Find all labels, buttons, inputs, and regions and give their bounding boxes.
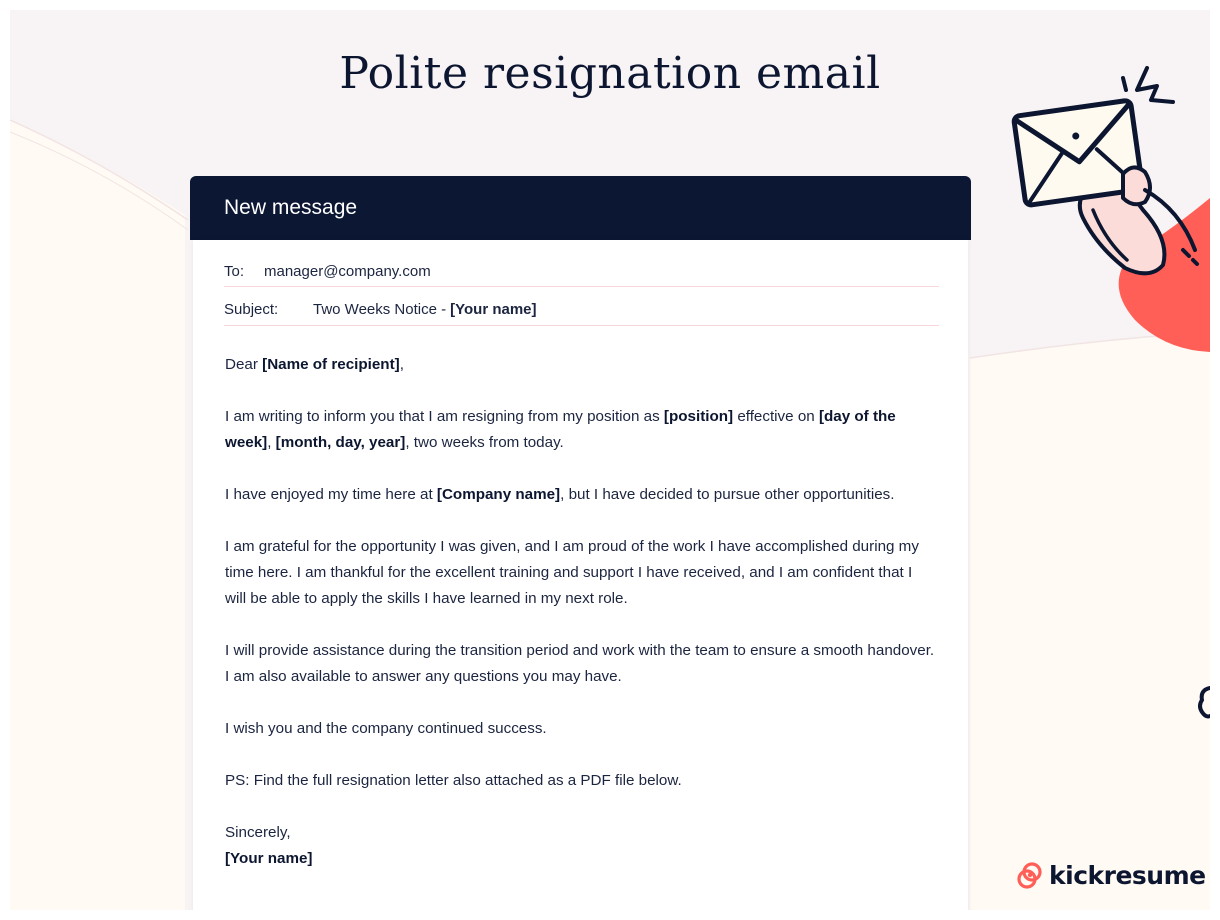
to-label: To:: [224, 262, 245, 280]
closing: Sincerely,: [225, 824, 291, 841]
hand-holding-envelope-icon: [1005, 50, 1210, 370]
kickresume-logo[interactable]: [1016, 858, 1206, 892]
p2-text-a: I have enjoyed my time here at: [225, 486, 437, 503]
paragraph-wish: I wish you and the company continued success.: [225, 720, 547, 737]
date-placeholder: [month, day, year]: [275, 434, 406, 451]
paragraph-resignation: [225, 404, 935, 456]
kickresume-logo-icon: [1016, 860, 1044, 890]
compose-body: [193, 240, 968, 910]
logo-text: kickresume: [1049, 860, 1206, 890]
day-placeholder: [day of the week]: [225, 408, 896, 451]
position-placeholder: [position]: [663, 408, 734, 425]
page-title: Polite resignation email: [339, 48, 881, 99]
greeting-prefix: Dear: [225, 356, 263, 373]
to-field[interactable]: [224, 256, 939, 287]
to-value[interactable]: manager@company.com: [264, 262, 431, 280]
p2-text-b: , but I have decided to pursue other opportunities.: [560, 486, 895, 503]
subject-field[interactable]: [224, 293, 939, 326]
greeting: [225, 352, 935, 378]
subject-value[interactable]: Two Weeks Notice -: [313, 300, 447, 318]
subject-label: Subject:: [224, 300, 279, 318]
signature-placeholder: [Your name]: [225, 850, 313, 867]
paragraph-transition: I will provide assistance during the transition period and work with the team to ensure a smooth handover. I am also available to answer any questions you may have.: [225, 642, 935, 685]
p1-text-c: ,: [267, 434, 276, 451]
message-body[interactable]: [225, 352, 935, 872]
partial-figure-icon: [1196, 682, 1210, 722]
greeting-suffix: ,: [399, 356, 404, 373]
email-compose-window: [190, 176, 971, 910]
subject-placeholder: [Your name]: [450, 300, 537, 318]
compose-header: [190, 176, 971, 240]
paragraph-ps: PS: Find the full resignation letter also attached as a PDF file below.: [225, 772, 682, 789]
sign-off: [225, 820, 935, 872]
compose-title: New message: [224, 196, 358, 219]
company-placeholder: [Company name]: [436, 486, 561, 503]
p1-text-b: effective on: [733, 408, 819, 425]
p1-text-a: I am writing to inform you that I am resigning from my position as: [225, 408, 664, 425]
recipient-placeholder: [Name of recipient]: [262, 356, 400, 373]
page-canvas: [10, 10, 1210, 910]
p1-text-d: , two weeks from today.: [405, 434, 564, 451]
paragraph-enjoyed: [225, 482, 935, 508]
paragraph-grateful: I am grateful for the opportunity I was given, and I am proud of the work I have accomplished during my time here. I am thankful for the excellent training and support I have received, and I am confident that I will be able to apply the skills I have learned in my next role.: [225, 538, 919, 607]
